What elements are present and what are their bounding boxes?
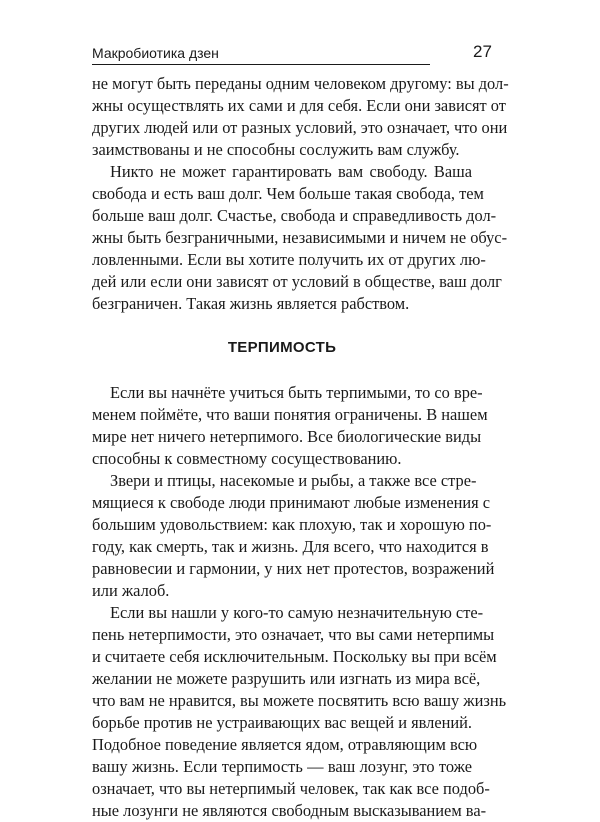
text-line: безграничен. Такая жизнь является рабством. [92, 294, 410, 313]
text-line: Никто не может гарантировать вам свободу. Ваша [110, 162, 472, 181]
text-line: мящиеся к свободе люди принимают любые изменения с [92, 493, 491, 512]
text-line: Звери и птицы, насекомые и рыбы, а также все стре- [110, 471, 477, 490]
section-heading: ТЕРПИМОСТЬ [227, 339, 337, 356]
running-head [92, 44, 430, 65]
text-line: равновесии и гармонии, у них нет протестов, возражений [92, 559, 495, 578]
text-line: менем поймёте, что ваши понятия ограничены. В нашем [92, 405, 488, 424]
text-line: пень нетерпимости, это означает, что вы сами нетерпимы [92, 625, 495, 644]
text-line: свобода и есть ваш долг. Чем больше такая свобода, тем [92, 184, 484, 203]
text-line: или жалоб. [92, 581, 170, 600]
text-line: Подобное поведение является ядом, отравляющим всю [92, 735, 478, 754]
text-line: жны быть безграничными, независимыми и ничем не обус- [92, 228, 508, 247]
text-line: году, как смерть, так и жизнь. Для всего, что находится в [92, 537, 489, 556]
text-line: не могут быть переданы одним человеком другому: вы дол- [92, 74, 509, 93]
text-line: желании не можете разрушить или изгнать из мира всё, [92, 669, 481, 688]
paragraph-tolerance-intro [92, 382, 488, 470]
paragraph-freedom [92, 161, 508, 315]
page-number: 27 [473, 42, 492, 61]
text-line: жны осуществлять их сами и для себя. Если они зависят от [92, 96, 506, 115]
text-line: большим удовольствием: как плохую, так и хорошую по- [92, 515, 492, 534]
text-line: Если вы начнёте учиться быть терпимыми, то со вре- [110, 383, 483, 402]
text-line: ловленными. Если вы хотите получить их от других лю- [92, 250, 486, 269]
text-line: других людей или от разных условий, это означает, что они [92, 118, 508, 137]
running-title: Макробиотика дзен [92, 45, 219, 61]
paragraph-animals [92, 470, 495, 602]
text-line: способны к совместному сосуществованию. [92, 449, 402, 468]
text-line: дей или если они зависят от условий в обществе, ваш долг [92, 272, 502, 291]
text-block [92, 73, 509, 822]
text-line: что вам не нравится, вы можете посвятить всю вашу жизнь [92, 691, 507, 710]
text-line: вашу жизнь. Если терпимость — ваш лозунг, это тоже [92, 757, 472, 776]
paragraph-intolerance [92, 602, 507, 822]
text-line: борьбе против не устраивающих вас вещей и явлений. [92, 713, 473, 732]
text-line: больше ваш долг. Счастье, свобода и справедливость дол- [92, 206, 497, 225]
text-line: и считаете себя исключительным. Поскольку вы при всём [92, 647, 497, 666]
text-line: Если вы нашли у кого-то самую незначительную сте- [110, 603, 484, 622]
text-line: заимствованы и не способны сослужить вам службу. [92, 140, 460, 159]
text-line: ные лозунги не являются свободным высказыванием ва- [92, 801, 487, 820]
text-line: мире нет ничего нетерпимого. Все биологические виды [92, 427, 482, 446]
text-line: означает, что вы нетерпимый человек, так как все подоб- [92, 779, 490, 798]
paragraph-continued [92, 73, 509, 161]
